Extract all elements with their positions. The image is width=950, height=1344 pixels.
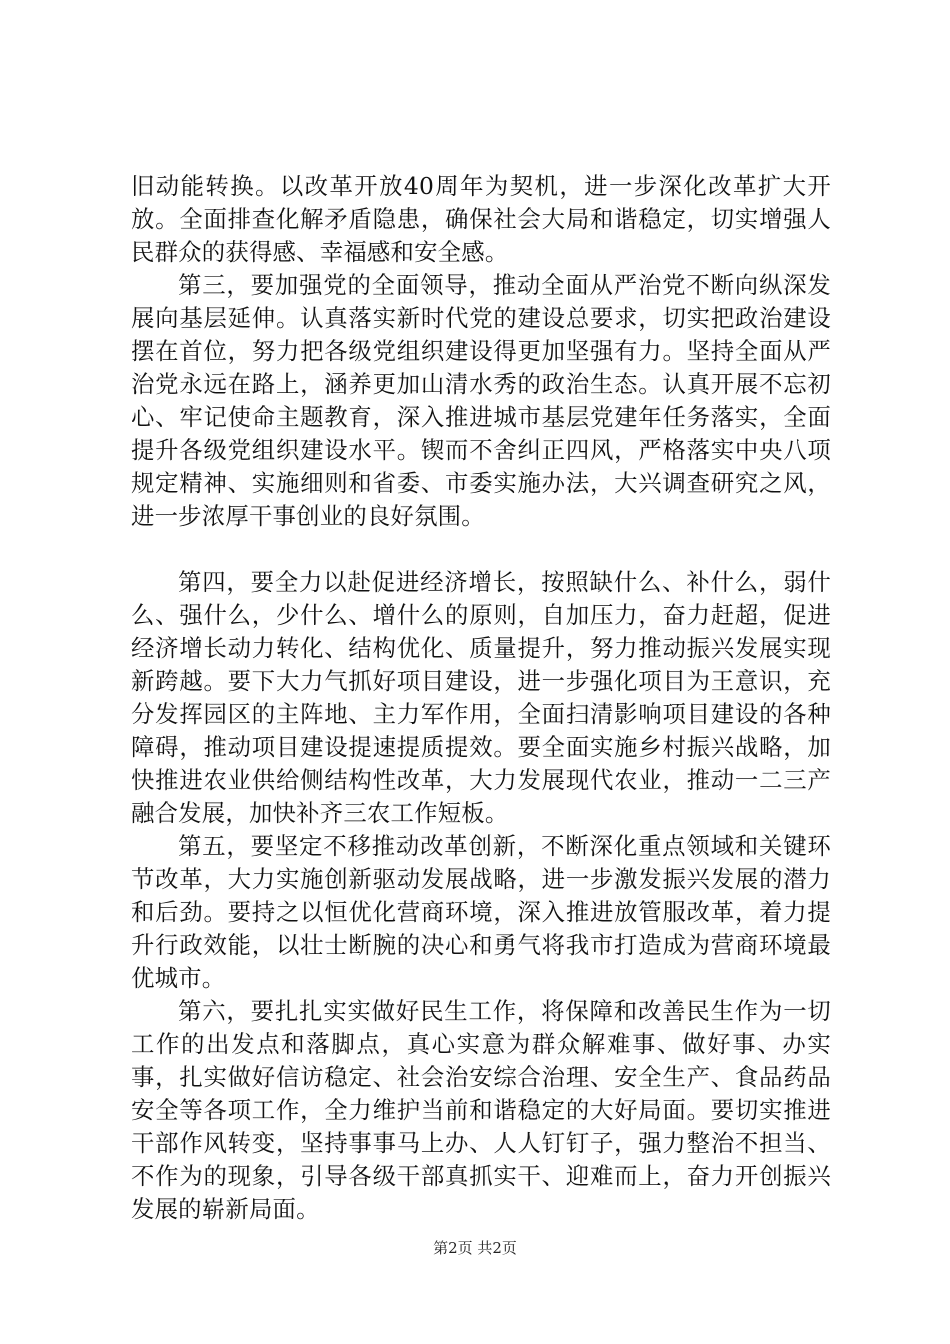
- paragraph-sixth-point: 第六，要扎扎实实做好民生工作，将保障和改善民生作为一切工作的出发点和落脚点，真心实意为群众解难事、做好事、办实事，扎实做好信访稳定、社会治安综合治理、安全生产、食品药品安全等各项工作，全力维护当前和谐稳定的大好局面。要切实推进干部作风转变，坚持事事马上办、人人钉钉子，强力整治不担当、不作为的现象，引导各级干部真抓实干、迎难而上，奋力开创振兴发展的崭新局面。: [131, 997, 831, 1223]
- paragraph-third-point: 第三，要加强党的全面领导，推动全面从严治党不断向纵深发展向基层延伸。认真落实新时代党的建设总要求，切实把政治建设摆在首位，努力把各级党组织建设得更加坚强有力。坚持全面从严治党永远在路上，涵养更加山清水秀的政治生态。认真开展不忘初心、牢记使命主题教育，深入推进城市基层党建年任务落实，全面提升各级党组织建设水平。锲而不舍纠正四风，严格落实中央八项规定精神、实施细则和省委、市委实施办法，大兴调查研究之风，进一步浓厚干事创业的良好氛围。: [131, 271, 831, 530]
- paragraph-fourth-point: 第四，要全力以赴促进经济增长，按照缺什么、补什么，弱什么、强什么，少什么、增什么的原则，自加压力，奋力赶超，促进经济增长动力转化、结构优化、质量提升，努力推动振兴发展实现新跨越。要下大力气抓好项目建设，进一步强化项目为王意识，充分发挥园区的主阵地、主力军作用，全面扫清影响项目建设的各种障碍，推动项目建设提速提质提效。要全面实施乡村振兴战略，加快推进农业供给侧结构性改革，大力发展现代农业，推动一二三产融合发展，加快补齐三农工作短板。: [131, 568, 831, 827]
- page-footer: [0, 1238, 950, 1258]
- paragraph-continuation: 旧动能转换。以改革开放40周年为契机，进一步深化改革扩大开放。全面排查化解矛盾隐患，确保社会大局和谐稳定，切实增强人民群众的获得感、幸福感和安全感。: [131, 172, 831, 266]
- paragraph-fifth-point: 第五，要坚定不移推动改革创新，不断深化重点领域和关键环节改革，大力实施创新驱动发展战略，进一步激发振兴发展的潜力和后劲。要持之以恒优化营商环境，深入推进放管服改革，着力提升行政效能，以壮士断腕的决心和勇气将我市打造成为营商环境最优城市。: [131, 832, 831, 992]
- document-body: [131, 170, 831, 1226]
- page-number-label: 第2页 共2页: [433, 1239, 517, 1257]
